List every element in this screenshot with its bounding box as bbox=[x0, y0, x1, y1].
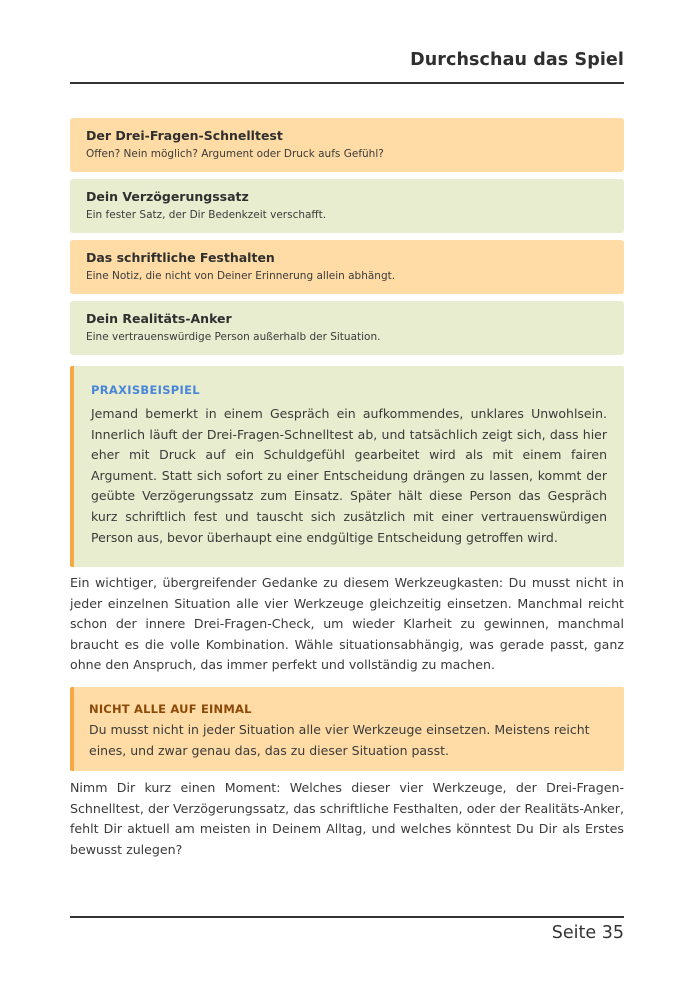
tool-card-drei-fragen-schnelltest bbox=[70, 118, 624, 172]
tool-description: Eine vertrauenswürdige Person außerhalb der Situation. bbox=[86, 331, 381, 343]
page-header-title: Durchschau das Spiel bbox=[410, 50, 624, 70]
tool-card-verzoegerungssatz bbox=[70, 179, 624, 233]
example-text: Jemand bemerkt in einem Gespräch ein aufkommendes, unklares Unwohlsein. Innerlich läuft der Drei-Fragen-Schnelltest ab, und tatsächlich zeigt sich, dass hier eher mit Druck auf ein Schuldgefühl gearbeitet wird als mit einem fairen Argument. Statt sich sofort zu einer Entscheidung drängen zu lassen, kommt der geübte Verzögerungssatz zum Einsatz. Später hält diese Person das Gespräch kurz schriftlich fest und tauscht sich zusätzlich mit einer vertrauenswürdigen Person aus, bevor überhaupt eine endgültige Entscheidung getroffen wird. bbox=[91, 406, 607, 545]
tool-title: Dein Verzögerungssatz bbox=[86, 189, 249, 204]
footer-divider bbox=[70, 916, 624, 918]
note-callout bbox=[70, 687, 624, 771]
header-divider bbox=[70, 82, 624, 84]
tool-title: Dein Realitäts-Anker bbox=[86, 311, 232, 326]
tool-description: Ein fester Satz, der Dir Bedenkzeit verschafft. bbox=[86, 209, 327, 221]
example-callout bbox=[70, 366, 624, 567]
page bbox=[70, 0, 624, 990]
body-paragraph-1: Ein wichtiger, übergreifender Gedanke zu diesem Werkzeugkasten: Du musst nicht in jeder einzelnen Situation alle vier Werkzeuge gleichzeitig einsetzen. Manchmal reicht schon der innere Drei-Fragen-Check, um wieder Klarheit zu gewinnen, manchmal braucht es die volle Kombination. Wähle situationsabhängig, was gerade passt, ganz ohne den Anspruch, das immer perfekt und vollständig zu machen. bbox=[70, 575, 624, 673]
note-text: Du musst nicht in jeder Situation alle vier Werkzeuge einsetzen. Meistens reicht eines, und zwar genau das, das zu dieser Situation passt. bbox=[89, 722, 590, 758]
example-label: PRAXISBEISPIEL bbox=[91, 383, 200, 397]
note-label: NICHT ALLE AUF EINMAL bbox=[89, 702, 252, 716]
tool-card-realitaets-anker bbox=[70, 301, 624, 355]
tool-card-schriftliches-festhalten bbox=[70, 240, 624, 294]
body-paragraph-2: Nimm Dir kurz einen Moment: Welches dieser vier Werkzeuge, der Drei-Fragen-Schnelltest, der Verzögerungssatz, das schriftliche Festhalten, oder der Realitäts-Anker, fehlt Dir aktuell am meisten in Deinem Alltag, und welches könntest Du Dir als Erstes bewusst zulegen? bbox=[70, 780, 624, 857]
page-number: Seite 35 bbox=[551, 923, 624, 943]
tool-title: Der Drei-Fragen-Schnelltest bbox=[86, 128, 283, 143]
tool-title: Das schriftliche Festhalten bbox=[86, 250, 275, 265]
tool-description: Eine Notiz, die nicht von Deiner Erinnerung allein abhängt. bbox=[86, 270, 396, 282]
tool-description: Offen? Nein möglich? Argument oder Druck aufs Gefühl? bbox=[86, 148, 384, 160]
